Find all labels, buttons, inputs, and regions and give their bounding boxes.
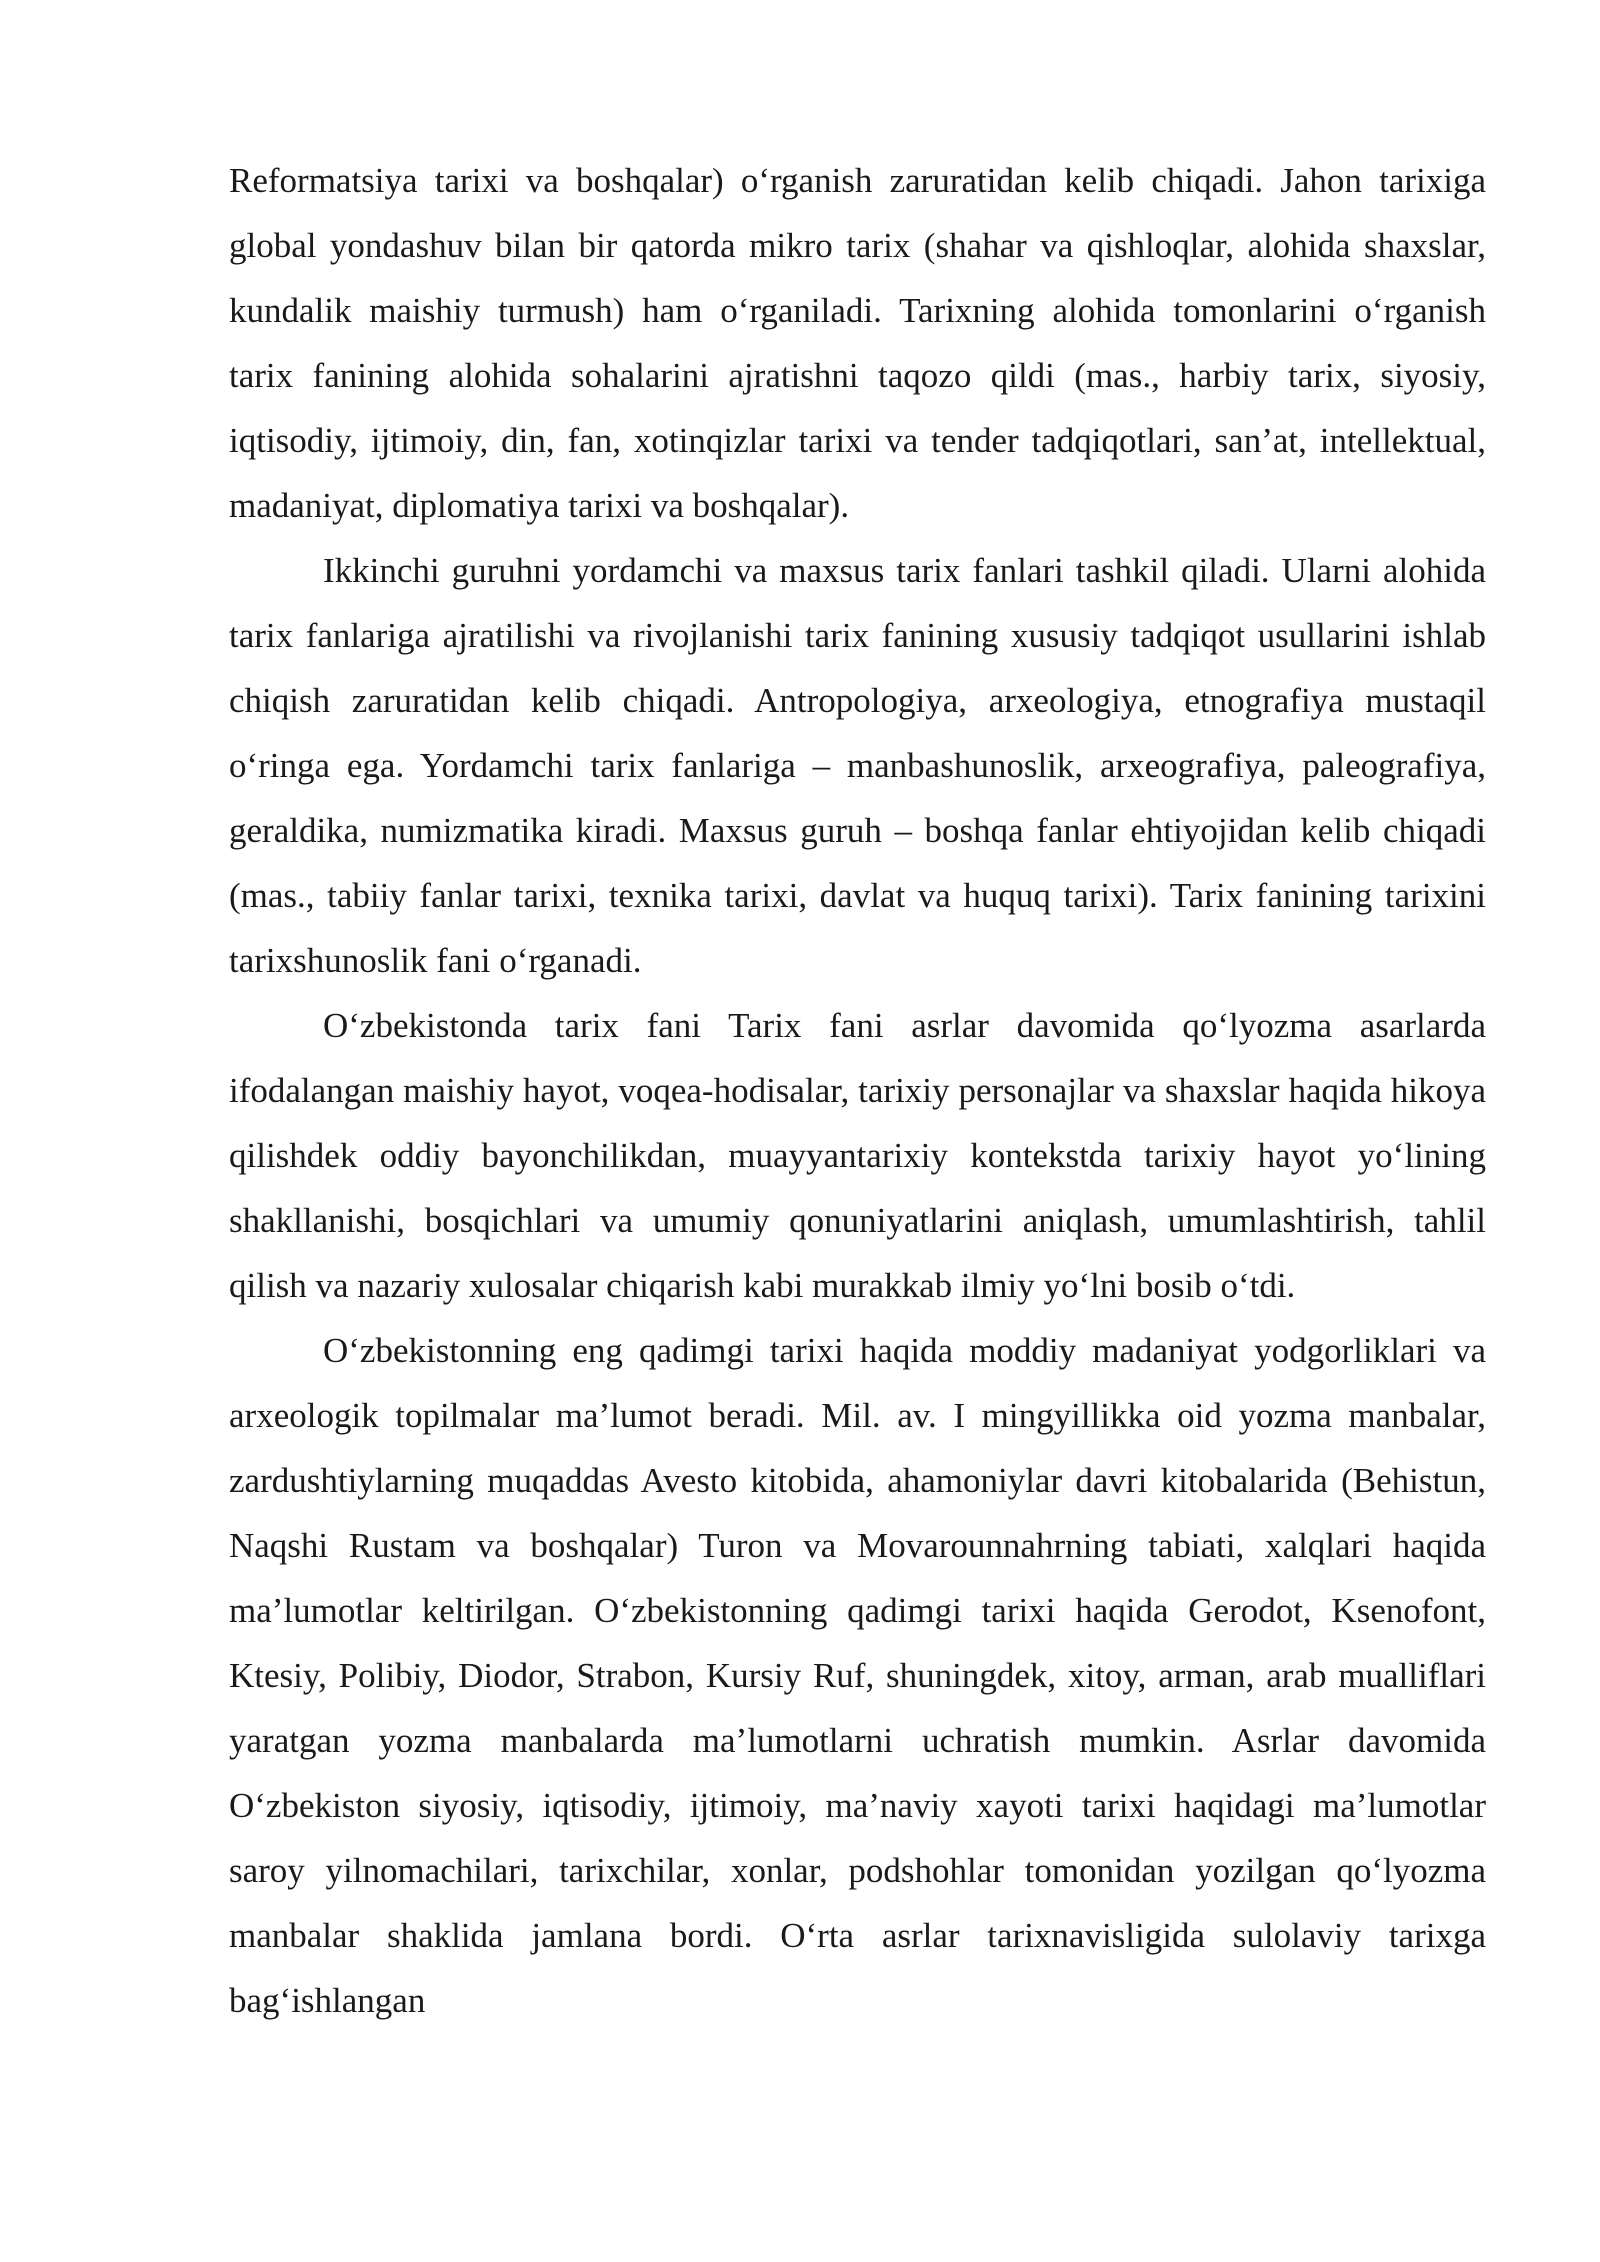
paragraph-3: O‘zbekistonda tarix fani Tarix fani asrlar davomida qo‘lyozma asarlarda ifodalangan maishiy hayot, voqea-hodisalar, tarixiy personajlar va shaxslar haqida hikoya qilishdek oddiy bayonchilikdan, muayyantarixiy kontekstda tarixiy hayot yo‘lining shakllanishi, bosqichlari va umumiy qonuniyatlarini aniqlash, umumlashtirish, tahlil qilish va nazariy xulosalar chiqarish kabi murakkab ilmiy yo‘lni bosib o‘tdi. — [229, 1006, 1486, 1305]
document-page — [229, 148, 1486, 2033]
paragraph-2: Ikkinchi guruhni yordamchi va maxsus tarix fanlari tashkil qiladi. Ularni alohida tarix fanlariga ajratilishi va rivojlanishi tarix fanining xususiy tadqiqot usullarini ishlab chiqish zaruratidan kelib chiqadi. Antropologiya, arxeologiya, etnografiya mustaqil o‘ringa ega. Yordamchi tarix fanlariga – manbashunoslik, arxeografiya, paleografiya, geraldika, numizmatika kiradi. Maxsus guruh – boshqa fanlar ehtiyojidan kelib chiqadi (mas., tabiiy fanlar tarixi, texnika tarixi, davlat va huquq tarixi). Tarix fanining tarixini tarixshunoslik fani o‘rganadi. — [229, 551, 1486, 980]
paragraph-4: O‘zbekistonning eng qadimgi tarixi haqida moddiy madaniyat yodgorliklari va arxeologik topilmalar ma’lumot beradi. Mil. av. I mingyillikka oid yozma manbalar, zardushtiylarning muqaddas Avesto kitobida, ahamoniylar davri kitobalarida (Behistun, Naqshi Rustam va boshqalar) Turon va Movarounnahrning tabiati, xalqlari haqida ma’lumotlar keltirilgan. O‘zbekistonning qadimgi tarixi haqida Gerodot, Ksenofont, Ktesiy, Polibiy, Diodor, Strabon, Kursiy Ruf, shuningdek, xitoy, arman, arab mualliflari yaratgan yozma manbalarda ma’lumotlarni uchratish mumkin. Asrlar davomida O‘zbekiston siyosiy, iqtisodiy, ijtimoiy, ma’naviy xayoti tarixi haqidagi ma’lumotlar saroy yilnomachilari, tarixchilar, xonlar, podshohlar tomonidan yozilgan qo‘lyozma manbalar shaklida jamlana bordi. O‘rta asrlar tarixnavisligida sulolaviy tarixga bag‘ishlangan — [229, 1331, 1486, 2020]
paragraph-1: Reformatsiya tarixi va boshqalar) o‘rganish zaruratidan kelib chiqadi. Jahon tarixiga global yondashuv bilan bir qatorda mikro tarix (shahar va qishloqlar, alohida shaxslar, kundalik maishiy turmush) ham o‘rganiladi. Tarixning alohida tomonlarini o‘rganish tarix fanining alohida sohalarini ajratishni taqozo qildi (mas., harbiy tarix, siyosiy, iqtisodiy, ijtimoiy, din, fan, xotinqizlar tarixi va tender tadqiqotlari, san’at, intellektual, madaniyat, diplomatiya tarixi va boshqalar). — [229, 161, 1486, 525]
